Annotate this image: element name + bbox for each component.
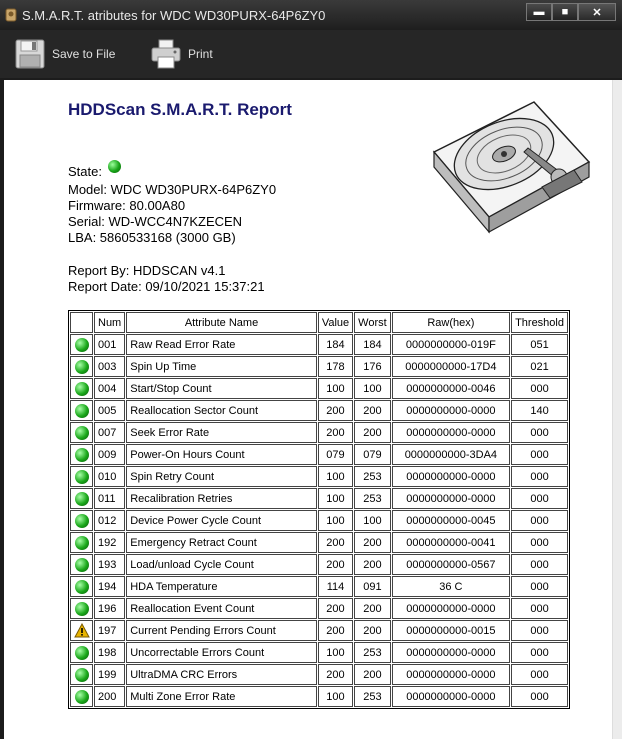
save-to-file-label: Save to File (52, 47, 116, 61)
table-row (70, 642, 568, 663)
attribute-worst: 176 (354, 356, 391, 377)
status-cell (70, 444, 93, 465)
attribute-value: 100 (318, 466, 353, 487)
status-cell (70, 466, 93, 487)
attribute-value: 114 (318, 576, 353, 597)
attribute-name: Start/Stop Count (126, 378, 317, 399)
attribute-value: 100 (318, 488, 353, 509)
status-ok-icon (75, 492, 89, 506)
attribute-value: 100 (318, 686, 353, 707)
status-ok-icon (75, 602, 89, 616)
attribute-name: Power-On Hours Count (126, 444, 317, 465)
attribute-threshold: 000 (511, 466, 568, 487)
attribute-value: 200 (318, 400, 353, 421)
hard-drive-icon (424, 92, 594, 242)
attribute-value: 200 (318, 598, 353, 619)
title-bar (0, 0, 622, 30)
status-cell (70, 422, 93, 443)
attribute-num: 011 (94, 488, 125, 509)
attribute-value: 200 (318, 532, 353, 553)
status-cell (70, 620, 93, 641)
status-cell (70, 400, 93, 421)
status-cell (70, 532, 93, 553)
attribute-num: 196 (94, 598, 125, 619)
close-button[interactable]: ✕ (578, 3, 616, 21)
table-row (70, 532, 568, 553)
attribute-threshold: 000 (511, 620, 568, 641)
attribute-raw: 0000000000-0045 (392, 510, 510, 531)
header-status (70, 312, 93, 333)
attribute-name: Spin Retry Count (126, 466, 317, 487)
attribute-raw: 0000000000-0000 (392, 686, 510, 707)
attribute-name: Load/unload Cycle Count (126, 554, 317, 575)
status-ok-icon (75, 470, 89, 484)
firmware-info: Firmware: 80.00A80 (68, 198, 186, 213)
attribute-worst: 091 (354, 576, 391, 597)
attribute-value: 200 (318, 422, 353, 443)
status-ok-icon (75, 426, 89, 440)
status-ok-icon (75, 536, 89, 550)
serial-info: Serial: WD-WCC4N7KZECEN (68, 214, 243, 229)
table-row (70, 598, 568, 619)
attribute-raw: 0000000000-0000 (392, 642, 510, 663)
attribute-name: Emergency Retract Count (126, 532, 317, 553)
table-row (70, 488, 568, 509)
attribute-worst: 253 (354, 488, 391, 509)
attribute-value: 079 (318, 444, 353, 465)
attribute-raw: 0000000000-0000 (392, 400, 510, 421)
table-row (70, 356, 568, 377)
state-line (68, 164, 121, 179)
attribute-threshold: 000 (511, 576, 568, 597)
status-ok-icon (75, 668, 89, 682)
attribute-raw: 0000000000-0041 (392, 532, 510, 553)
attribute-raw: 0000000000-17D4 (392, 356, 510, 377)
attribute-worst: 200 (354, 664, 391, 685)
table-row (70, 334, 568, 355)
attribute-raw: 36 C (392, 576, 510, 597)
attribute-value: 100 (318, 378, 353, 399)
attribute-name: Seek Error Rate (126, 422, 317, 443)
print-button[interactable] (150, 36, 213, 72)
print-label: Print (188, 47, 213, 61)
attribute-raw: 0000000000-0000 (392, 598, 510, 619)
attribute-name: HDA Temperature (126, 576, 317, 597)
state-label: State: (68, 164, 102, 179)
status-cell (70, 378, 93, 399)
table-row (70, 510, 568, 531)
attribute-threshold: 000 (511, 554, 568, 575)
status-ok-icon (75, 382, 89, 396)
attribute-name: Spin Up Time (126, 356, 317, 377)
attribute-num: 009 (94, 444, 125, 465)
attribute-name: Raw Read Error Rate (126, 334, 317, 355)
attribute-threshold: 000 (511, 510, 568, 531)
attribute-worst: 200 (354, 620, 391, 641)
status-cell (70, 664, 93, 685)
status-ok-icon (75, 404, 89, 418)
status-ok-icon (75, 338, 89, 352)
attribute-value: 200 (318, 620, 353, 641)
app-icon (5, 8, 17, 22)
attribute-num: 001 (94, 334, 125, 355)
attribute-raw: 0000000000-0015 (392, 620, 510, 641)
lba-info: LBA: 5860533168 (3000 GB) (68, 230, 236, 245)
printer-icon (150, 38, 182, 70)
attribute-num: 010 (94, 466, 125, 487)
attribute-num: 007 (94, 422, 125, 443)
status-ok-icon (75, 360, 89, 374)
header-attribute-name: Attribute Name (126, 312, 317, 333)
status-cell (70, 334, 93, 355)
attribute-threshold: 000 (511, 598, 568, 619)
attribute-threshold: 021 (511, 356, 568, 377)
attribute-worst: 200 (354, 400, 391, 421)
attribute-value: 100 (318, 642, 353, 663)
attribute-name: UltraDMA CRC Errors (126, 664, 317, 685)
attribute-value: 200 (318, 554, 353, 575)
attribute-worst: 184 (354, 334, 391, 355)
attribute-worst: 200 (354, 554, 391, 575)
attribute-name: Device Power Cycle Count (126, 510, 317, 531)
attribute-num: 005 (94, 400, 125, 421)
attribute-worst: 200 (354, 532, 391, 553)
report-title: HDDScan S.M.A.R.T. Report (68, 100, 292, 119)
report-by-info: Report By: HDDSCAN v4.1 (68, 263, 226, 278)
state-ok-icon (108, 160, 121, 173)
status-ok-icon (75, 514, 89, 528)
attribute-num: 199 (94, 664, 125, 685)
status-cell (70, 488, 93, 509)
toolbar (0, 30, 622, 78)
attribute-value: 200 (318, 664, 353, 685)
status-cell (70, 686, 93, 707)
status-ok-icon (75, 690, 89, 704)
attribute-worst: 253 (354, 466, 391, 487)
header-num: Num (94, 312, 125, 333)
attribute-num: 012 (94, 510, 125, 531)
header-threshold: Threshold (511, 312, 568, 333)
smart-attributes-table (68, 310, 570, 709)
attribute-threshold: 000 (511, 444, 568, 465)
attribute-threshold: 000 (511, 378, 568, 399)
status-cell (70, 554, 93, 575)
attribute-num: 194 (94, 576, 125, 597)
attribute-worst: 253 (354, 642, 391, 663)
attribute-value: 184 (318, 334, 353, 355)
header-value: Value (318, 312, 353, 333)
attribute-raw: 0000000000-0000 (392, 664, 510, 685)
attribute-raw: 0000000000-0000 (392, 488, 510, 509)
attribute-num: 197 (94, 620, 125, 641)
table-row (70, 378, 568, 399)
table-row (70, 576, 568, 597)
attribute-raw: 0000000000-0567 (392, 554, 510, 575)
status-cell (70, 598, 93, 619)
attribute-num: 004 (94, 378, 125, 399)
status-ok-icon (75, 646, 89, 660)
maximize-button[interactable]: ■ (552, 3, 578, 21)
attribute-raw: 0000000000-0000 (392, 422, 510, 443)
attribute-raw: 0000000000-3DA4 (392, 444, 510, 465)
status-ok-icon (75, 448, 89, 462)
floppy-disk-icon (14, 38, 46, 70)
attribute-worst: 079 (354, 444, 391, 465)
vertical-scrollbar[interactable] (612, 80, 622, 739)
table-row (70, 444, 568, 465)
attribute-value: 178 (318, 356, 353, 377)
attribute-threshold: 000 (511, 422, 568, 443)
attribute-num: 198 (94, 642, 125, 663)
attribute-threshold: 140 (511, 400, 568, 421)
status-ok-icon (75, 558, 89, 572)
attribute-name: Uncorrectable Errors Count (126, 642, 317, 663)
status-cell (70, 356, 93, 377)
attribute-num: 200 (94, 686, 125, 707)
minimize-button[interactable]: ▬ (526, 3, 552, 21)
table-row (70, 400, 568, 421)
report-content (4, 80, 612, 739)
attribute-threshold: 051 (511, 334, 568, 355)
header-raw-hex: Raw(hex) (392, 312, 510, 333)
table-row (70, 664, 568, 685)
warning-icon (74, 623, 90, 638)
attribute-raw: 0000000000-0046 (392, 378, 510, 399)
table-header-row (70, 312, 568, 333)
status-cell (70, 642, 93, 663)
attribute-name: Recalibration Retries (126, 488, 317, 509)
attribute-name: Reallocation Event Count (126, 598, 317, 619)
status-ok-icon (75, 580, 89, 594)
attribute-worst: 100 (354, 510, 391, 531)
attribute-threshold: 000 (511, 642, 568, 663)
report-date-info: Report Date: 09/10/2021 15:37:21 (68, 279, 265, 294)
model-info: Model: WDC WD30PURX-64P6ZY0 (68, 182, 277, 197)
attribute-worst: 253 (354, 686, 391, 707)
attribute-raw: 0000000000-0000 (392, 466, 510, 487)
attribute-worst: 200 (354, 598, 391, 619)
table-row (70, 422, 568, 443)
attribute-name: Reallocation Sector Count (126, 400, 317, 421)
attribute-num: 003 (94, 356, 125, 377)
status-cell (70, 576, 93, 597)
table-row (70, 466, 568, 487)
attribute-name: Multi Zone Error Rate (126, 686, 317, 707)
attribute-raw: 0000000000-019F (392, 334, 510, 355)
attribute-worst: 100 (354, 378, 391, 399)
attribute-num: 193 (94, 554, 125, 575)
attribute-num: 192 (94, 532, 125, 553)
table-row (70, 686, 568, 707)
window-controls (526, 3, 616, 21)
table-row (70, 620, 568, 641)
table-row (70, 554, 568, 575)
status-cell (70, 510, 93, 531)
save-to-file-button[interactable] (14, 36, 115, 72)
attribute-threshold: 000 (511, 532, 568, 553)
attribute-value: 100 (318, 510, 353, 531)
attribute-threshold: 000 (511, 686, 568, 707)
header-worst: Worst (354, 312, 391, 333)
window-title: S.M.A.R.T. atributes for WDC WD30PURX-64P6ZY0 (22, 8, 326, 23)
attribute-worst: 200 (354, 422, 391, 443)
attribute-threshold: 000 (511, 664, 568, 685)
attribute-threshold: 000 (511, 488, 568, 509)
attribute-name: Current Pending Errors Count (126, 620, 317, 641)
